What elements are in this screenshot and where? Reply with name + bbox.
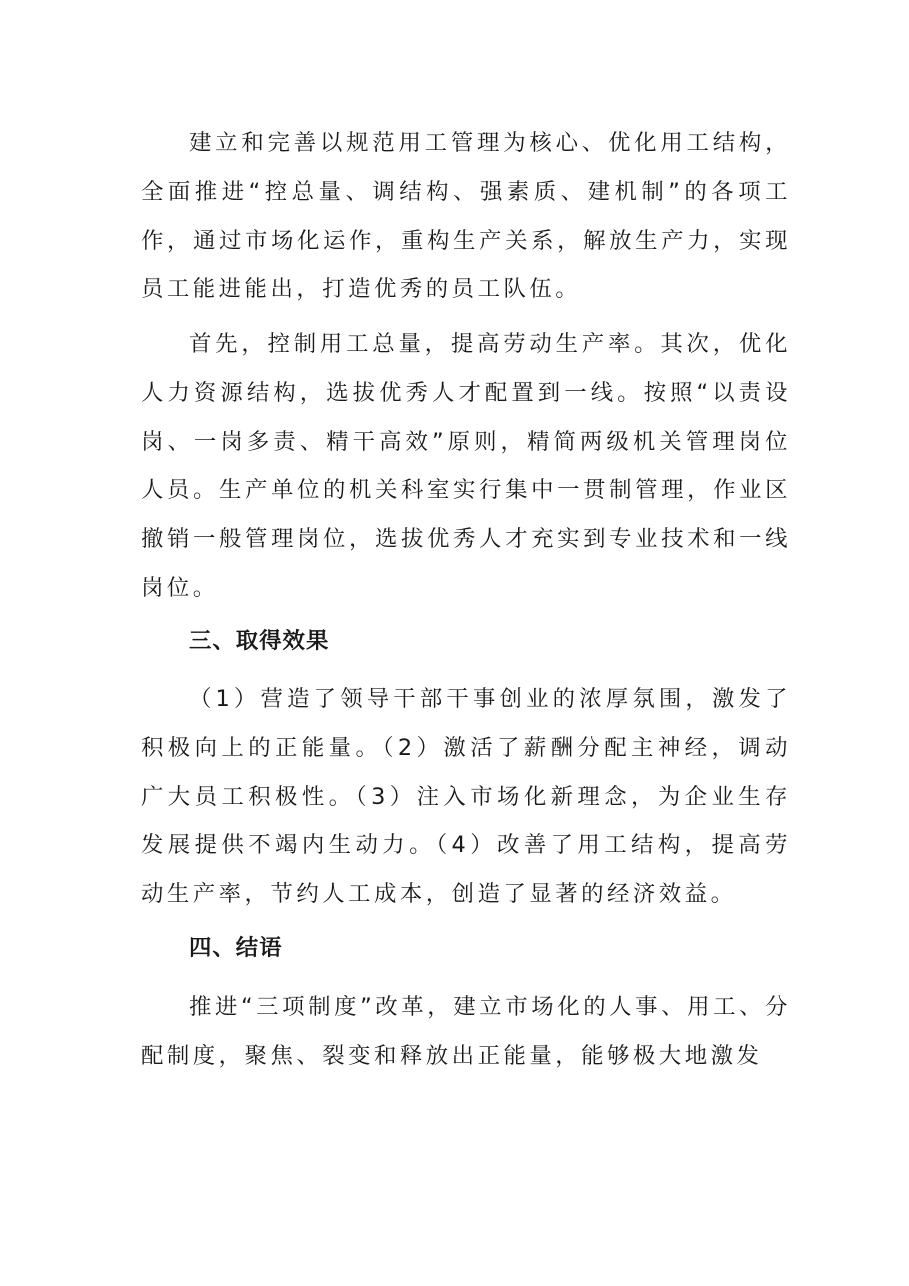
paragraph-conclusion: 推进“三项制度”改革，建立市场化的人事、用工、分配制度，聚焦、裂变和释放出正能量，能够极大地激发: [141, 994, 791, 1069]
paragraph-structure-optimization: 建立和完善以规范用工管理为核心、优化用工结构，全面推进“控总量、调结构、强素质、建机制”的各项工作，通过市场化运作，重构生产关系，解放生产力，实现员工能进能出，打造优秀的员工队伍。: [141, 130, 791, 303]
paragraph-workforce-control: 首先，控制用工总量，提高劳动生产率。其次，优化人力资源结构，选拔优秀人才配置到一线。按照“以责设岗、一岗多责、精干高效”原则，精简两级机关管理岗位人员。生产单位的机关科室实行集中一贯制管理，作业区撤销一般管理岗位，选拔优秀人才充实到专业技术和一线岗位。: [141, 331, 791, 601]
paragraph-results: （1）营造了领导干部干事创业的浓厚氛围，激发了积极向上的正能量。（2）激活了薪酬分配主神经，调动广大员工积极性。（3）注入市场化新理念，为企业生存发展提供不竭内生动力。（4）改善了用工结构，提高劳动生产率，节约人工成本，创造了显著的经济效益。: [141, 686, 791, 908]
section-heading-conclusion: 四、结语: [189, 935, 283, 961]
section-heading-results: 三、取得效果: [189, 628, 330, 654]
